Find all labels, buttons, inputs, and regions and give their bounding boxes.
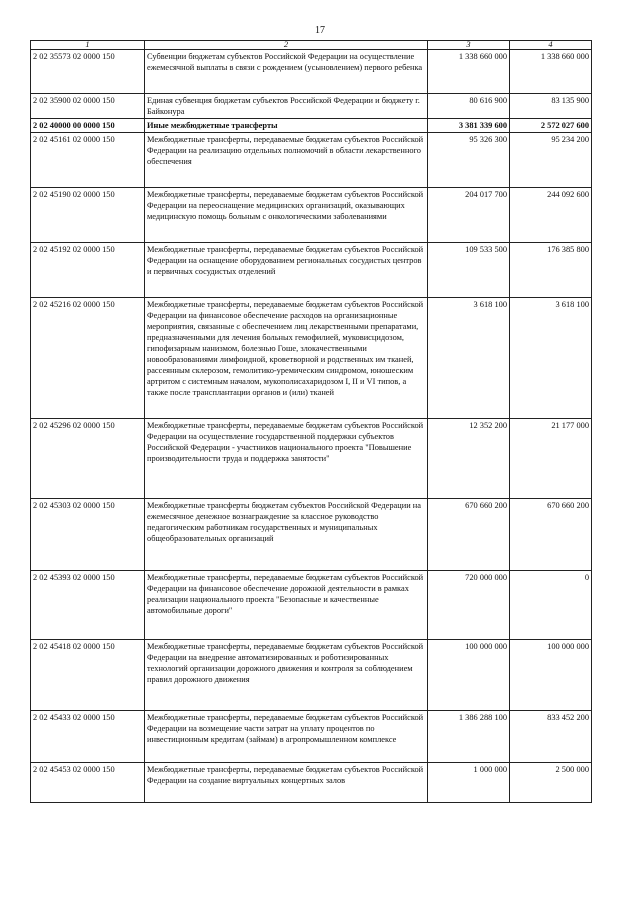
row-code: 2 02 35900 02 0000 150 xyxy=(31,94,145,119)
row-amount-col4: 1 338 660 000 xyxy=(510,50,592,94)
page-number: 17 xyxy=(315,25,325,36)
table-row xyxy=(31,133,592,188)
table-row xyxy=(31,94,592,119)
budget-table xyxy=(30,40,592,803)
row-amount-col4: 2 572 027 600 xyxy=(510,119,592,133)
row-amount-col4: 2 500 000 xyxy=(510,763,592,803)
row-amount-col3: 80 616 900 xyxy=(428,94,510,119)
table-row xyxy=(31,50,592,94)
table-row xyxy=(31,640,592,711)
row-amount-col3: 100 000 000 xyxy=(428,640,510,711)
row-description: Межбюджетные трансферты, передаваемые бюджетам субъектов Российской Федерации на внедрение автоматизированных и роботизированных технологий организации дорожного движения и контроля за соблюдением правил дорожного движения xyxy=(145,640,428,711)
row-amount-col3: 12 352 200 xyxy=(428,419,510,499)
row-code: 2 02 45161 02 0000 150 xyxy=(31,133,145,188)
table-row xyxy=(31,711,592,763)
row-amount-col3: 95 326 300 xyxy=(428,133,510,188)
row-code: 2 02 45433 02 0000 150 xyxy=(31,711,145,763)
row-code: 2 02 45303 02 0000 150 xyxy=(31,499,145,571)
table-row xyxy=(31,298,592,419)
row-description: Межбюджетные трансферты, передаваемые бюджетам субъектов Российской Федерации на оснащение оборудованием региональных сосудистых центров и первичных сосудистых отделений xyxy=(145,243,428,298)
row-description: Межбюджетные трансферты, передаваемые бюджетам субъектов Российской Федерации на финансовое обеспечение дорожной деятельности в рамках реализации национального проекта "Безопасные и качественные автомобильные дороги" xyxy=(145,571,428,640)
row-description: Единая субвенция бюджетам субъектов Российской Федерации и бюджету г. Байконура xyxy=(145,94,428,119)
row-description: Межбюджетные трансферты, передаваемые бюджетам субъектов Российской Федерации на финансовое обеспечение расходов на организационные мероприятия, связанные с обеспечением лиц лекарственными препаратами, предназначенными для лечения больных гемофилией, муковисцидозом, гипофизарным нанизмом, болезнью Гоше, злокачественными новообразованиями лимфоидной, кроветворной и родственных им тканей, рассеянным склерозом, гемолитико-уремическим синдромом, юношеским артритом с системным началом, мукополисахаридозом I, II и VI типов, а также после трансплантации органов и (или) тканей xyxy=(145,298,428,419)
row-description: Иные межбюджетные трансферты xyxy=(145,119,428,133)
row-amount-col4: 21 177 000 xyxy=(510,419,592,499)
row-amount-col4: 100 000 000 xyxy=(510,640,592,711)
row-code: 2 02 45190 02 0000 150 xyxy=(31,188,145,243)
table-row xyxy=(31,188,592,243)
row-code: 2 02 45453 02 0000 150 xyxy=(31,763,145,803)
column-header-3: 3 xyxy=(428,41,510,50)
table-row xyxy=(31,763,592,803)
row-amount-col4: 3 618 100 xyxy=(510,298,592,419)
row-amount-col3: 720 000 000 xyxy=(428,571,510,640)
row-code: 2 02 35573 02 0000 150 xyxy=(31,50,145,94)
row-amount-col3: 1 338 660 000 xyxy=(428,50,510,94)
row-description: Межбюджетные трансферты, передаваемые бюджетам субъектов Российской Федерации на реализацию отдельных полномочий в области лекарственного обеспечения xyxy=(145,133,428,188)
row-description: Субвенции бюджетам субъектов Российской Федерации на осуществление ежемесячной выплаты в связи с рождением (усыновлением) первого ребенка xyxy=(145,50,428,94)
row-amount-col3: 3 381 339 600 xyxy=(428,119,510,133)
row-amount-col4: 95 234 200 xyxy=(510,133,592,188)
row-amount-col4: 176 385 800 xyxy=(510,243,592,298)
row-code: 2 02 45296 02 0000 150 xyxy=(31,419,145,499)
row-amount-col4: 833 452 200 xyxy=(510,711,592,763)
row-amount-col3: 204 017 700 xyxy=(428,188,510,243)
row-code: 2 02 45418 02 0000 150 xyxy=(31,640,145,711)
row-amount-col4: 0 xyxy=(510,571,592,640)
row-amount-col3: 1 000 000 xyxy=(428,763,510,803)
table-header-row xyxy=(31,41,592,50)
table-row xyxy=(31,243,592,298)
row-amount-col3: 109 533 500 xyxy=(428,243,510,298)
table-row xyxy=(31,119,592,133)
row-description: Межбюджетные трансферты бюджетам субъектов Российской Федерации на ежемесячное денежное вознаграждение за классное руководство педагогическим работникам государственных и муниципальных общеобразовательных организаций xyxy=(145,499,428,571)
column-header-4: 4 xyxy=(510,41,592,50)
table-row xyxy=(31,419,592,499)
row-amount-col4: 244 092 600 xyxy=(510,188,592,243)
column-header-1: 1 xyxy=(31,41,145,50)
table-row xyxy=(31,499,592,571)
row-description: Межбюджетные трансферты, передаваемые бюджетам субъектов Российской Федерации на переоснащение медицинских организаций, оказывающих медицинскую помощь больным с онкологическими заболеваниями xyxy=(145,188,428,243)
row-description: Межбюджетные трансферты, передаваемые бюджетам субъектов Российской Федерации на осуществление государственной поддержки субъектов Российской Федерации - участников национального проекта "Повышение производительности труда и поддержка занятости" xyxy=(145,419,428,499)
row-code: 2 02 40000 00 0000 150 xyxy=(31,119,145,133)
row-description: Межбюджетные трансферты, передаваемые бюджетам субъектов Российской Федерации на создание виртуальных концертных залов xyxy=(145,763,428,803)
row-code: 2 02 45393 02 0000 150 xyxy=(31,571,145,640)
row-description: Межбюджетные трансферты, передаваемые бюджетам субъектов Российской Федерации на возмещение части затрат на уплату процентов по инвестиционным кредитам (займам) в агропромышленном комплексе xyxy=(145,711,428,763)
row-amount-col4: 670 660 200 xyxy=(510,499,592,571)
row-amount-col3: 670 660 200 xyxy=(428,499,510,571)
row-amount-col3: 1 386 288 100 xyxy=(428,711,510,763)
row-code: 2 02 45216 02 0000 150 xyxy=(31,298,145,419)
table-row xyxy=(31,571,592,640)
row-amount-col3: 3 618 100 xyxy=(428,298,510,419)
row-code: 2 02 45192 02 0000 150 xyxy=(31,243,145,298)
table-body xyxy=(31,50,592,803)
column-header-2: 2 xyxy=(145,41,428,50)
row-amount-col4: 83 135 900 xyxy=(510,94,592,119)
